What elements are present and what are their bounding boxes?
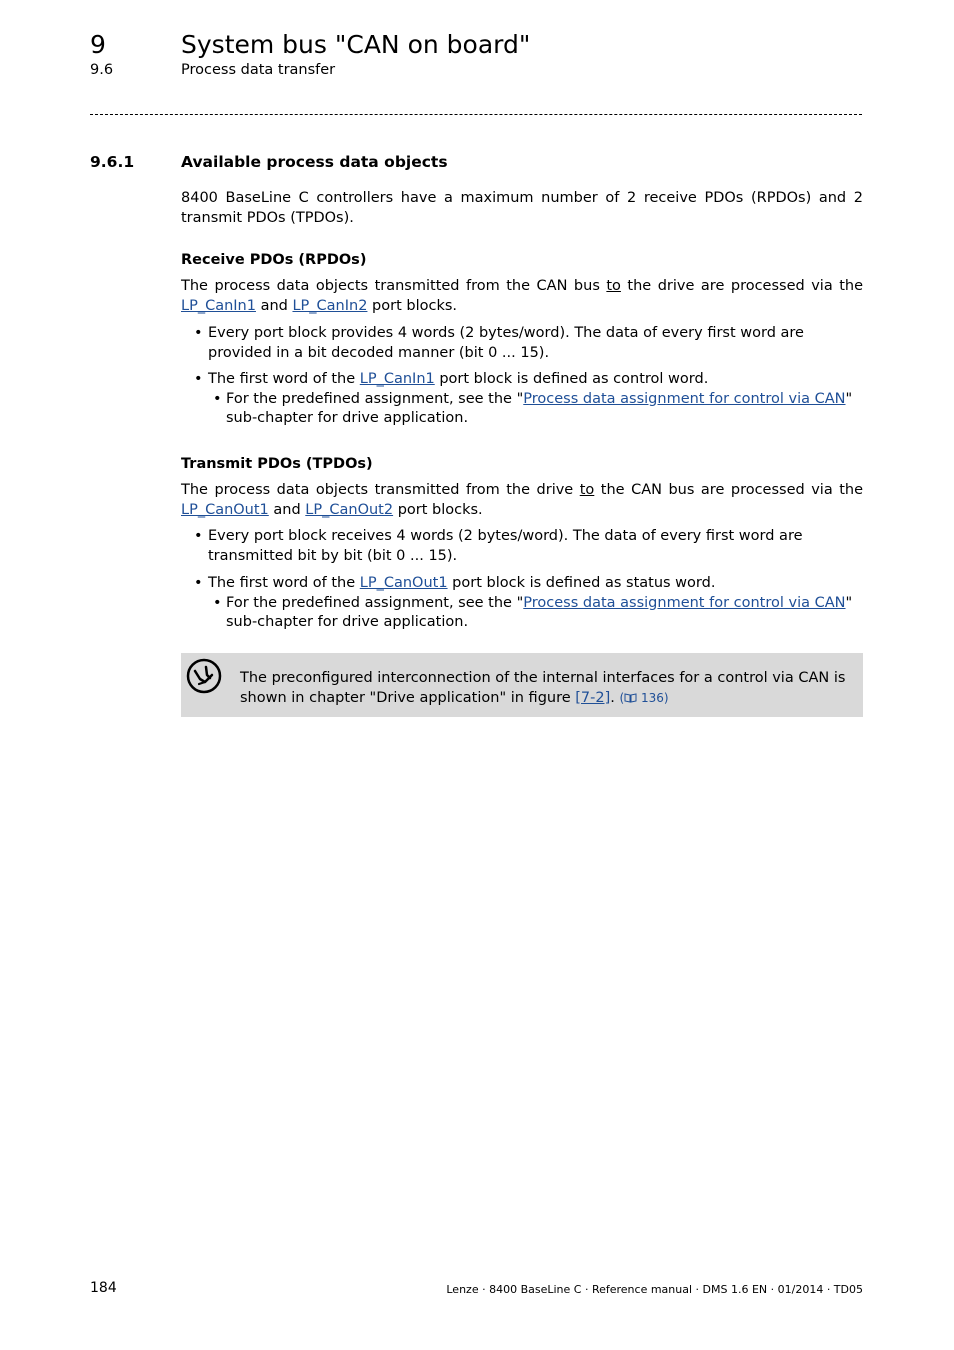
list-item: [181, 574, 863, 594]
rpdo-heading: Receive PDOs (RPDOs): [181, 252, 367, 268]
list-item: [181, 390, 863, 429]
tpdo-bullets-2: [181, 574, 863, 633]
chapter-number: 9: [90, 30, 106, 59]
ref-page: 136: [641, 691, 664, 705]
link-lp-canout1-status[interactable]: LP_CanOut1: [359, 575, 448, 591]
tpdo-bullet-3-b: " sub-chapter for drive application.: [226, 594, 853, 630]
rpdo-text-a: The process data objects transmitted from the CAN bus: [181, 278, 607, 294]
page-number: 184: [90, 1280, 117, 1296]
section-number: 9.6: [90, 62, 114, 78]
tpdo-text-end: port blocks.: [393, 501, 483, 518]
list-item: [181, 594, 863, 633]
list-item: [181, 324, 863, 363]
link-lp-canout2[interactable]: LP_CanOut2: [305, 501, 394, 518]
note-box: [181, 653, 863, 717]
tpdo-bullet-1: Every port block receives 4 words (2 bytes/word). The data of every first word are transmitted bit by bit (bit 0 ... 15).: [208, 528, 803, 564]
rpdo-and: and: [255, 297, 293, 314]
chapter-title: System bus "CAN on board": [181, 30, 531, 59]
link-figure-7-2[interactable]: [7-2]: [575, 690, 611, 706]
section-title: Process data transfer: [181, 62, 336, 78]
tpdo-text-b: the CAN bus are processed via the: [594, 482, 863, 498]
rpdo-bullet-3-a: For the predefined assignment, see the ": [226, 390, 524, 407]
subsection-title: Available process data objects: [181, 153, 448, 171]
link-process-data-assignment[interactable]: Process data assignment for control via CAN: [523, 390, 846, 407]
ref-open: (: [619, 691, 625, 705]
tpdo-to: to: [579, 482, 595, 498]
rpdo-bullet-1: Every port block provides 4 words (2 bytes/word). The data of every first word are provided in a bit decoded manner (bit 0 ... 15).: [208, 325, 804, 361]
footer-doc-info: Lenze · 8400 BaseLine C · Reference manual · DMS 1.6 EN · 01/2014 · TD05: [446, 1283, 863, 1296]
link-lp-canout1[interactable]: LP_CanOut1: [181, 501, 269, 518]
tpdo-bullet-2-b: port block is defined as status word.: [447, 575, 716, 591]
note-text: [240, 668, 850, 708]
tpdo-and: and: [268, 501, 306, 518]
tpdo-bullet-2-a: The first word of the: [208, 575, 360, 591]
list-item: [181, 370, 863, 390]
note-text-main: The preconfigured interconnection of the internal interfaces for a control via CAN is shown in chapter "Drive application" in figure: [240, 670, 846, 706]
note-after: .: [610, 690, 620, 706]
rpdo-bullet-2-a: The first word of the: [208, 371, 360, 387]
rpdo-text-end: port blocks.: [367, 297, 458, 314]
book-icon: [624, 693, 637, 703]
rpdo-bullets-2: [181, 370, 863, 429]
rpdo-paragraph: [181, 277, 863, 316]
tpdo-paragraph: [181, 481, 863, 520]
tpdo-bullet-3-a: For the predefined assignment, see the ": [226, 594, 524, 611]
tpdo-heading: Transmit PDOs (TPDOs): [181, 456, 373, 472]
link-lp-canin1-control[interactable]: LP_CanIn1: [359, 371, 435, 387]
page-reference[interactable]: [619, 691, 668, 705]
intro-paragraph: [181, 189, 863, 228]
rpdo-bullets: [181, 324, 863, 363]
tpdo-text-a: The process data objects transmitted from the drive: [181, 482, 580, 498]
rpdo-to: to: [606, 278, 621, 294]
hand-pointing-note-icon: [185, 657, 223, 695]
ref-close: ): [663, 691, 669, 705]
rpdo-bullet-2-b: port block is defined as control word.: [434, 371, 709, 387]
tpdo-bullets: [181, 527, 863, 566]
list-item: [181, 527, 863, 566]
header-divider: [90, 114, 862, 115]
link-lp-canin1[interactable]: LP_CanIn1: [181, 297, 256, 314]
rpdo-bullet-3-b: " sub-chapter for drive application.: [226, 390, 853, 426]
link-process-data-assignment-2[interactable]: Process data assignment for control via CAN: [523, 594, 846, 611]
subsection-number: 9.6.1: [90, 153, 135, 171]
intro-text: 8400 BaseLine C controllers have a maximum number of 2 receive PDOs (RPDOs) and 2 transmit PDOs (TPDOs).: [181, 190, 863, 226]
link-lp-canin2[interactable]: LP_CanIn2: [292, 297, 368, 314]
rpdo-text-b: the drive are processed via the: [620, 278, 864, 294]
